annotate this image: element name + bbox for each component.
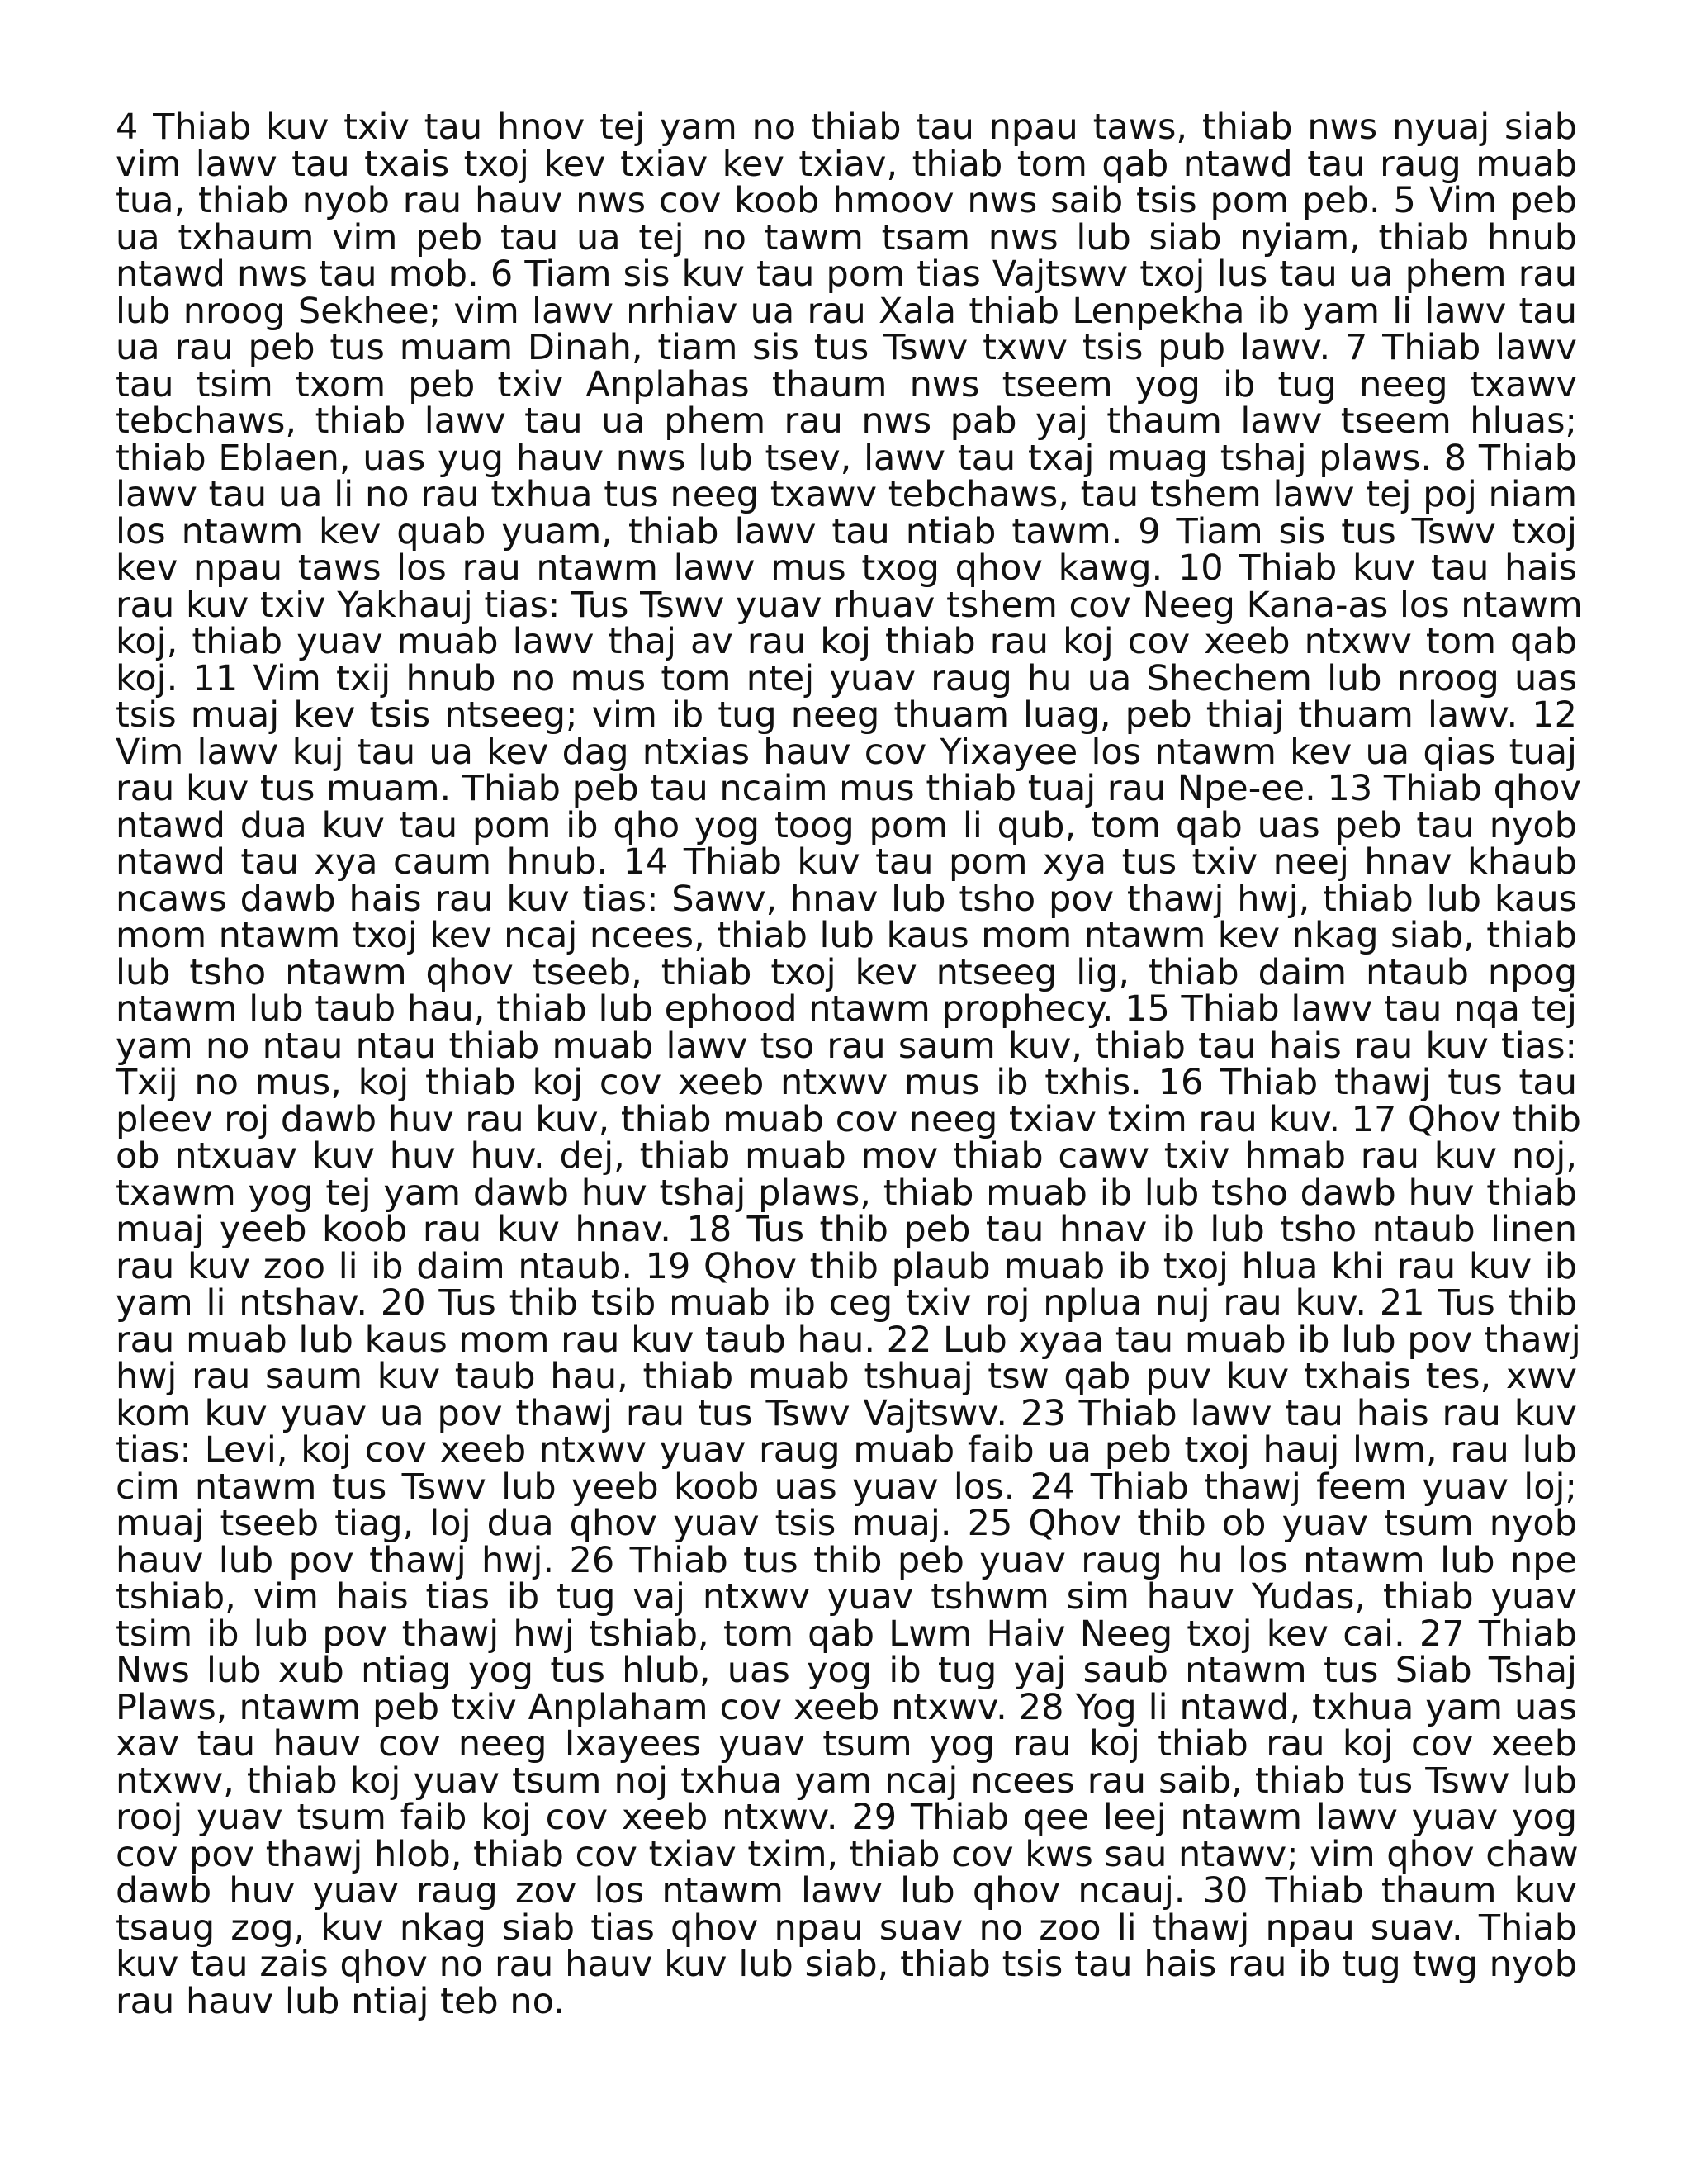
text-line: ua rau peb tus muam Dinah, tiam sis tus Tswv txwv tsis pub lawv. 7 Thiab lawv [116, 327, 1577, 368]
text-line: hwj rau saum kuv taub hau, thiab muab tshuaj tsw qab puv kuv txhais tes, xwv [116, 1356, 1577, 1397]
text-line: rau kuv txiv Yakhauj tias: Tus Tswv yuav rhuav tshem cov Neeg Kana-as los ntawm [116, 584, 1583, 626]
text-line: ntxwv, thiab koj yuav tsum noj txhua yam ncaj ncees rau saib, thiab tus Tswv lub [116, 1760, 1577, 1802]
text-line: tsis muaj kev tsis ntseeg; vim ib tug neeg thuam luag, peb thiaj thuam lawv. 12 [116, 694, 1577, 736]
text-line: ntawd dua kuv tau pom ib qho yog toog pom li qub, tom qab uas peb tau nyob [116, 804, 1577, 846]
text-line: rau kuv zoo li ib daim ntaub. 19 Qhov thib plaub muab ib txoj hlua khi rau kuv ib [116, 1245, 1577, 1287]
text-line: ncaws dawb hais rau kuv tias: Sawv, hnav lub tsho pov thawj hwj, thiab lub kaus [116, 878, 1577, 920]
text-line: tau tsim txom peb txiv Anplahas thaum nws tseem yog ib tug neeg txawv [116, 363, 1577, 405]
text-line: yam no ntau ntau thiab muab lawv tso rau saum kuv, thiab tau hais rau kuv tias: [116, 1025, 1577, 1067]
text-line: Txij no mus, koj thiab koj cov xeeb ntxwv mus ib txhis. 16 Thiab thawj tus tau [116, 1062, 1577, 1103]
text-line: tebchaws, thiab lawv tau ua phem rau nws pab yaj thaum lawv tseem hluas; [116, 400, 1577, 442]
text-line: dawb huv yuav raug zov los ntawm lawv lub qhov ncauj. 30 Thiab thaum kuv [116, 1870, 1577, 1912]
text-line: lub nroog Sekhee; vim lawv nrhiav ua rau Xala thiab Lenpekha ib yam li lawv tau [116, 290, 1577, 332]
text-line: cim ntawm tus Tswv lub yeeb koob uas yuav los. 24 Thiab thawj feem yuav loj; [116, 1466, 1577, 1508]
text-line: tshiab, vim hais tias ib tug vaj ntxwv yuav tshwm sim hauv Yudas, thiab yuav [116, 1576, 1577, 1618]
text-line: vim lawv tau txais txoj kev txiav kev txiav, thiab tom qab ntawd tau raug muab [116, 143, 1577, 185]
text-line: Vim lawv kuj tau ua kev dag ntxias hauv cov Yixayee los ntawm kev ua qias tuaj [116, 731, 1577, 773]
text-line: rooj yuav tsum faib koj cov xeeb ntxwv. 29 Thiab qee leej ntawm lawv yuav yog [116, 1797, 1577, 1838]
text-line: rau hauv lub ntiaj teb no. [116, 1980, 565, 2022]
text-line: lawv tau ua li no rau txhua tus neeg txawv tebchaws, tau tshem lawv tej poj niam [116, 474, 1577, 515]
text-line: Nws lub xub ntiag yog tus hlub, uas yog ib tug yaj saub ntawm tus Siab Tshaj [116, 1650, 1577, 1691]
text-line: ntawd nws tau mob. 6 Tiam sis kuv tau pom tias Vajtswv txoj lus tau ua phem rau [116, 253, 1577, 295]
text-line: lub tsho ntawm qhov tseeb, thiab txoj kev ntseeg lig, thiab daim ntaub npog [116, 951, 1577, 993]
text-line: cov pov thawj hlob, thiab cov txiav txim, thiab cov kws sau ntawv; vim qhov chaw [116, 1833, 1579, 1875]
text-line: thiab Eblaen, uas yug hauv nws lub tsev, lawv tau txaj muag tshaj plaws. 8 Thiab [116, 437, 1577, 479]
text-line: mom ntawm txoj kev ncaj ncees, thiab lub kaus mom ntawm kev nkag siab, thiab [116, 915, 1577, 956]
text-line: ntawd tau xya caum hnub. 14 Thiab kuv tau pom xya tus txiv neej hnav khaub [116, 841, 1577, 883]
text-line: rau kuv tus muam. Thiab peb tau ncaim mus thiab tuaj rau Npe-ee. 13 Thiab qhov [116, 768, 1581, 809]
text-line: kuv tau zais qhov no rau hauv kuv lub siab, thiab tsis tau hais rau ib tug twg nyob [116, 1944, 1577, 1985]
text-line: koj, thiab yuav muab lawv thaj av rau koj thiab rau koj cov xeeb ntxwv tom qab [116, 621, 1577, 662]
text-line: yam li ntshav. 20 Tus thib tsib muab ib ceg txiv roj nplua nuj rau kuv. 21 Tus thib [116, 1282, 1577, 1324]
text-line: ob ntxuav kuv huv huv. dej, thiab muab mov thiab cawv txiv hmab rau kuv noj, [116, 1135, 1577, 1177]
text-line: Plaws, ntawm peb txiv Anplaham cov xeeb ntxwv. 28 Yog li ntawd, txhua yam uas [116, 1686, 1577, 1728]
text-line: los ntawm kev quab yuam, thiab lawv tau ntiab tawm. 9 Tiam sis tus Tswv txoj [116, 510, 1577, 552]
text-line: tua, thiab nyob rau hauv nws cov koob hmoov nws saib tsis pom peb. 5 Vim peb [116, 180, 1577, 221]
text-line: hauv lub pov thawj hwj. 26 Thiab tus thib peb yuav raug hu los ntawm lub npe [116, 1539, 1577, 1581]
text-line: koj. 11 Vim txij hnub no mus tom ntej yuav raug hu ua Shechem lub nroog uas [116, 657, 1577, 699]
document-page [116, 107, 1583, 2022]
text-line: pleev roj dawb huv rau kuv, thiab muab cov neeg txiav txim rau kuv. 17 Qhov thib [116, 1098, 1581, 1140]
text-line: muaj yeeb koob rau kuv hnav. 18 Tus thib peb tau hnav ib lub tsho ntaub linen [116, 1209, 1577, 1250]
text-line: ua txhaum vim peb tau ua tej no tawm tsam nws lub siab nyiam, thiab hnub [116, 216, 1577, 258]
text-line: tias: Levi, koj cov xeeb ntxwv yuav raug muab faib ua peb txoj hauj lwm, rau lub [116, 1429, 1577, 1471]
text-line: 4 Thiab kuv txiv tau hnov tej yam no thiab tau npau taws, thiab nws nyuaj siab [116, 107, 1577, 148]
text-line: rau muab lub kaus mom rau kuv taub hau. 22 Lub xyaa tau muab ib lub pov thawj [116, 1319, 1581, 1361]
text-line: tsaug zog, kuv nkag siab tias qhov npau suav no zoo li thawj npau suav. Thiab [116, 1907, 1577, 1949]
text-line: xav tau hauv cov neeg Ixayees yuav tsum yog rau koj thiab rau koj cov xeeb [116, 1723, 1577, 1765]
text-line: txawm yog tej yam dawb huv tshaj plaws, thiab muab ib lub tsho dawb huv thiab [116, 1172, 1577, 1214]
text-line: kom kuv yuav ua pov thawj rau tus Tswv Vajtswv. 23 Thiab lawv tau hais rau kuv [116, 1392, 1577, 1434]
text-line: muaj tseeb tiag, loj dua qhov yuav tsis muaj. 25 Qhov thib ob yuav tsum nyob [116, 1503, 1577, 1544]
text-line: ntawm lub taub hau, thiab lub ephood ntawm prophecy. 15 Thiab lawv tau nqa tej [116, 988, 1577, 1030]
text-line: tsim ib lub pov thawj hwj tshiab, tom qab Lwm Haiv Neeg txoj kev cai. 27 Thiab [116, 1613, 1577, 1655]
text-line: kev npau taws los rau ntawm lawv mus txog qhov kawg. 10 Thiab kuv tau hais [116, 547, 1577, 589]
